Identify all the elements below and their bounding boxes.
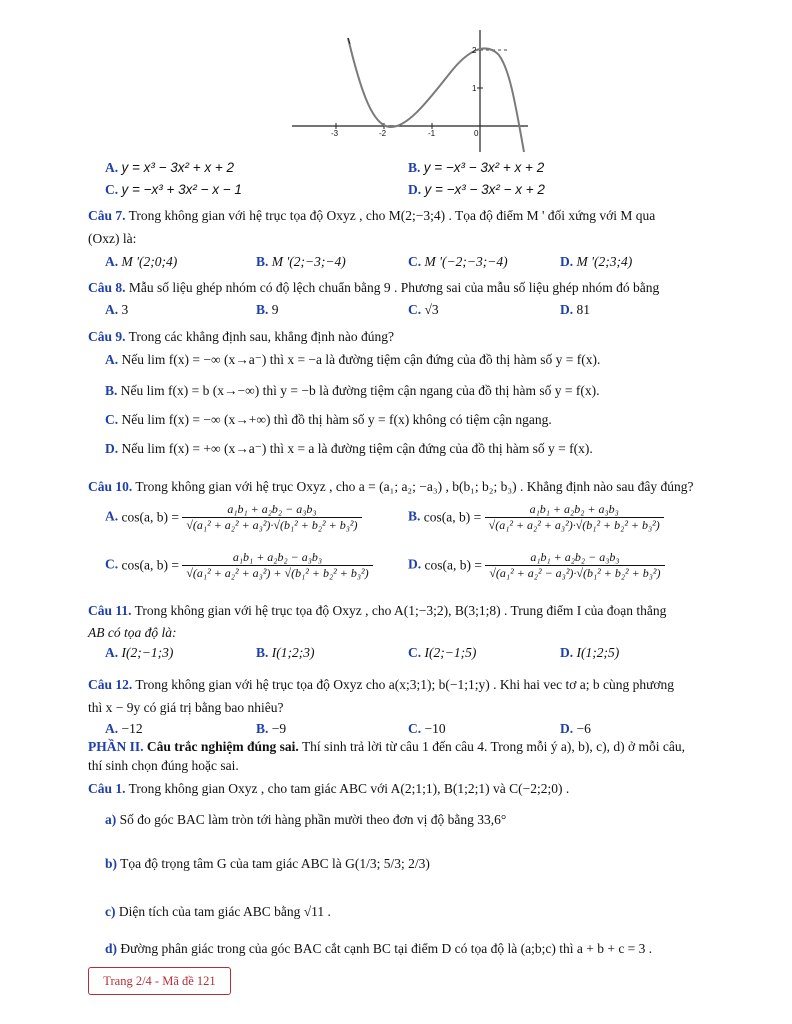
q12-stem-cont: thì x − 9y có giá trị bằng bao nhiêu? bbox=[88, 700, 284, 715]
q7-option-b[interactable]: B. M '(2;−3;−4) bbox=[256, 254, 346, 269]
p2q1-item-a[interactable]: a) Số đo góc BAC làm tròn tới hàng phần mười theo đơn vị độ bằng 33,6° bbox=[105, 812, 507, 827]
q7-stem-cont: (Oxz) là: bbox=[88, 231, 137, 246]
q9-option-c[interactable]: C. Nếu lim f(x) = −∞ (x→+∞) thì đồ thị hàm số y = f(x) không có tiệm cận ngang. bbox=[105, 412, 552, 427]
q8-option-a[interactable]: A. 3 bbox=[105, 302, 129, 317]
q6-option-b[interactable]: B. y = −x³ − 3x² + x + 2 bbox=[408, 160, 545, 175]
q10-option-d[interactable]: D. cos(a, b) = $\frac{\text{a₁b₁ + a₂b₂ − a₃b₃}}{\text{√(a₁² + a₂² − a₃²)·√(b₁² + b₂² + b₃²)}}$ bbox=[408, 550, 665, 581]
q10-option-b[interactable]: B. cos(a, b) = $\frac{\text{a₁b₁ + a₂b₂ + a₃b₃}}{\text{√(a₁² + a₂² + a₃²)·√(b₁² + b₂² + b₃²)}}$ bbox=[408, 502, 664, 533]
q9-option-b[interactable]: B. Nếu lim f(x) = b (x→−∞) thì y = −b là đường tiệm cận ngang của đồ thị hàm số y = f(x). bbox=[105, 383, 600, 398]
cubic-graph bbox=[290, 28, 530, 158]
q11-stem: Câu 11. Trong không gian với hệ trục tọa độ Oxyz , cho A(1;−3;2), B(3;1;8) . Trung điểm I của đoạn thẳng bbox=[88, 603, 667, 618]
q11-option-d[interactable]: D. I(1;2;5) bbox=[560, 645, 620, 660]
p2q1-item-b[interactable]: b) Tọa độ trọng tâm G của tam giác ABC là G(1/3; 5/3; 2/3) bbox=[105, 856, 430, 871]
x-tick-label: -3 bbox=[331, 129, 339, 138]
q11-option-b[interactable]: B. I(1;2;3) bbox=[256, 645, 315, 660]
q7-option-d[interactable]: D. M '(2;3;4) bbox=[560, 254, 633, 269]
p2q1-item-d[interactable]: d) Đường phân giác trong của góc BAC cắt cạnh BC tại điểm D có tọa độ là (a;b;c) thì a + b + c = 3 . bbox=[105, 941, 653, 956]
q6-option-a[interactable]: A. y = x³ − 3x² + x + 2 bbox=[105, 160, 235, 175]
y-tick-label: 1 bbox=[472, 84, 477, 93]
q8-option-c[interactable]: C. √3 bbox=[408, 302, 439, 317]
q6-option-d[interactable]: D. y = −x³ − 3x² − x + 2 bbox=[408, 182, 545, 197]
y-tick-label: 2 bbox=[472, 46, 477, 55]
q12-option-d[interactable]: D. −6 bbox=[560, 721, 591, 736]
q12-option-a[interactable]: A. −12 bbox=[105, 721, 143, 736]
p2q1-item-c[interactable]: c) Diện tích của tam giác ABC bằng √11 . bbox=[105, 904, 331, 919]
q10-stem: Câu 10. Trong không gian với hệ trục Oxyz , cho a = (a₁; a₂; −a₃) , b(b₁; b₂; b₃) . Khẳng định nào sau đây đúng? bbox=[88, 479, 694, 494]
x-tick-label: 0 bbox=[474, 129, 479, 138]
q12-option-c[interactable]: C. −10 bbox=[408, 721, 446, 736]
p2q1-stem: Câu 1. Trong không gian Oxyz , cho tam giác ABC với A(2;1;1), B(1;2;1) và C(−2;2;0) . bbox=[88, 781, 570, 796]
q7-option-c[interactable]: C. M '(−2;−3;−4) bbox=[408, 254, 508, 269]
q11-option-c[interactable]: C. I(2;−1;5) bbox=[408, 645, 477, 660]
q11-option-a[interactable]: A. I(2;−1;3) bbox=[105, 645, 174, 660]
q10-option-a[interactable]: A. cos(a, b) = $\frac{\text{a₁b₁ + a₂b₂ − a₃b₃}}{\text{√(a₁² + a₂² + a₃²)·√(b₁² + b₂² + b₃²)}}$ bbox=[105, 502, 362, 533]
q8-stem: Câu 8. Mẫu số liệu ghép nhóm có độ lệch chuẩn bằng 9 . Phương sai của mẫu số liệu ghép nhóm đó bằng bbox=[88, 280, 660, 295]
q8-option-d[interactable]: D. 81 bbox=[560, 302, 590, 317]
q10-option-c[interactable]: C. cos(a, b) = $\frac{\text{a₁b₁ + a₂b₂ − a₃b₃}}{\text{√(a₁² + a₂² + a₃²) + √(b₁² + b₂² + b₃²)}}$ bbox=[105, 550, 373, 581]
q11-stem-cont: AB có tọa độ là: bbox=[88, 625, 177, 640]
q12-option-b[interactable]: B. −9 bbox=[256, 721, 287, 736]
q9-option-d[interactable]: D. Nếu lim f(x) = +∞ (x→a⁻) thì x = a là đường tiệm cận đứng của đồ thị hàm số y = f(x). bbox=[105, 441, 593, 456]
part2-heading: PHẦN II. Câu trắc nghiệm đúng sai. Thí sinh trả lời từ câu 1 đến câu 4. Trong mỗi ý a), b), c), d) ở mỗi câu, bbox=[88, 739, 685, 754]
x-tick-label: -1 bbox=[428, 129, 436, 138]
x-tick-label: -2 bbox=[379, 129, 387, 138]
q9-stem: Câu 9. Trong các khẳng định sau, khẳng định nào đúng? bbox=[88, 329, 394, 344]
q7-option-a[interactable]: A. M '(2;0;4) bbox=[105, 254, 178, 269]
cubic-curve bbox=[348, 38, 524, 152]
q12-stem: Câu 12. Trong không gian với hệ trục tọa độ Oxyz cho a(x;3;1); b(−1;1;y) . Khi hai vec tơ a; b cùng phương bbox=[88, 677, 675, 692]
q7-stem: Câu 7. Trong không gian với hệ trục tọa độ Oxyz , cho M(2;−3;4) . Tọa độ điểm M ' đối xứng với M qua bbox=[88, 208, 656, 223]
page-footer: Trang 2/4 - Mã đề 121 bbox=[88, 967, 231, 995]
q6-option-c[interactable]: C. y = −x³ + 3x² − x − 1 bbox=[105, 182, 242, 197]
part2-heading-cont: thí sinh chọn đúng hoặc sai. bbox=[88, 758, 239, 773]
q8-option-b[interactable]: B. 9 bbox=[256, 302, 279, 317]
q9-option-a[interactable]: A. Nếu lim f(x) = −∞ (x→a⁻) thì x = −a là đường tiệm cận đứng của đồ thị hàm số y = f(x). bbox=[105, 352, 601, 367]
